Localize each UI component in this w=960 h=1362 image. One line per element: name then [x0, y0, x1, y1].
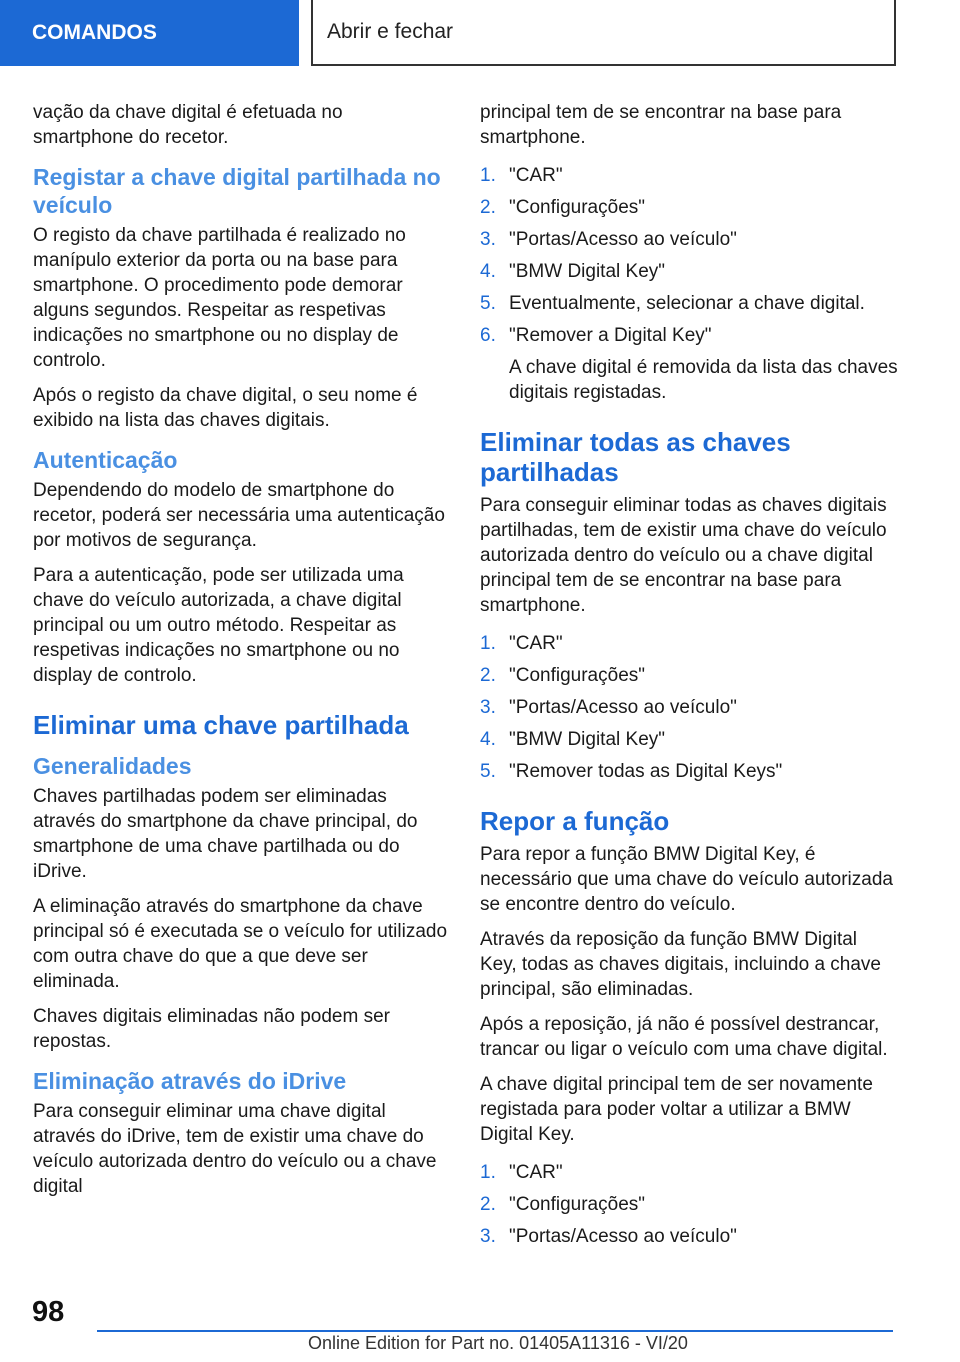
paragraph: principal tem de se encontrar na base para smartphone.: [480, 102, 842, 148]
edition-note: Online Edition for Part no. 01405A11316 - VI/20: [308, 1333, 688, 1353]
step-number: 2.: [480, 1194, 496, 1215]
list-item: [480, 663, 898, 688]
step-list-remove: [480, 163, 898, 405]
page-number: 98: [32, 1296, 65, 1328]
list-item: [480, 1192, 898, 1217]
paragraph: Dependendo do modelo de smartphone do recetor, poderá ser necessária uma autenticação por motivos de segurança.: [33, 480, 445, 551]
step-text: "CAR": [509, 633, 563, 654]
list-item: [480, 259, 898, 284]
paragraph: A eliminação através do smartphone da chave principal só é executada se o veículo for utilizado com outra chave do que a que deve ser eliminada.: [33, 896, 448, 992]
heading-generalidades: Generalidades: [33, 753, 192, 779]
step-number: 5.: [480, 293, 496, 314]
list-item: [480, 163, 898, 188]
list-item: [480, 631, 898, 656]
list-item: [480, 1224, 898, 1249]
step-text: "Configurações": [509, 197, 646, 218]
footer-divider: [97, 1330, 893, 1332]
right-column: [480, 100, 898, 1259]
step-number: 2.: [480, 665, 496, 686]
topic-tab: Abrir e fechar: [311, 0, 896, 66]
list-item: [480, 323, 898, 405]
step-number: 1.: [480, 1162, 496, 1183]
paragraph: Através da reposição da função BMW Digital Key, todas as chaves digitais, incluindo a chave principal, são eliminadas.: [480, 929, 881, 1000]
heading-eliminar-todas: Eliminar todas as chaves partilhadas: [480, 427, 791, 487]
paragraph: A chave digital principal tem de ser novamente registada para poder voltar a utilizar a BMW Digital Key.: [480, 1074, 873, 1145]
paragraph: Chaves partilhadas podem ser eliminadas através do smartphone da chave principal, do smartphone de uma chave partilhada ou do iDrive.: [33, 786, 418, 882]
step-number: 3.: [480, 697, 496, 718]
page-header: [0, 0, 960, 66]
step-result: A chave digital é removida da lista das chaves digitais registadas.: [509, 357, 898, 403]
heading-autenticacao: Autenticação: [33, 447, 178, 473]
heading-idrive: Eliminação através do iDrive: [33, 1068, 347, 1094]
step-list-remove-all: [480, 631, 898, 784]
step-text: "CAR": [509, 165, 563, 186]
list-item: [480, 727, 898, 752]
paragraph: Para repor a função BMW Digital Key, é necessário que uma chave do veículo autorizada se encontre dentro do veículo.: [480, 844, 893, 915]
paragraph: Após o registo da chave digital, o seu nome é exibido na lista das chaves digitais.: [33, 385, 418, 431]
list-item: [480, 695, 898, 720]
step-number: 3.: [480, 1226, 496, 1247]
section-tab: COMANDOS: [0, 0, 299, 66]
heading-registar: Registar a chave digital partilhada no veículo: [33, 164, 441, 218]
list-item: [480, 291, 898, 316]
paragraph: Para conseguir eliminar uma chave digital através do iDrive, tem de existir uma chave do veículo autorizada dentro do veículo ou a chave digital: [33, 1101, 437, 1197]
step-text: "Portas/Acesso ao veículo": [509, 229, 737, 250]
step-text: "CAR": [509, 1162, 563, 1183]
left-column: [33, 100, 448, 1209]
step-number: 3.: [480, 229, 496, 250]
heading-repor: Repor a função: [480, 806, 670, 836]
list-item: [480, 227, 898, 252]
step-list-reset: [480, 1160, 898, 1249]
list-item: [480, 195, 898, 220]
heading-eliminar-uma: Eliminar uma chave partilhada: [33, 710, 409, 740]
paragraph: vação da chave digital é efetuada no smartphone do recetor.: [33, 102, 343, 148]
step-number: 6.: [480, 325, 496, 346]
step-number: 4.: [480, 729, 496, 750]
step-number: 1.: [480, 633, 496, 654]
list-item: [480, 759, 898, 784]
list-item: [480, 1160, 898, 1185]
step-text: "Portas/Acesso ao veículo": [509, 697, 737, 718]
paragraph: Após a reposição, já não é possível destrancar, trancar ou ligar o veículo com uma chave digital.: [480, 1014, 888, 1060]
step-text: "BMW Digital Key": [509, 261, 666, 282]
step-number: 5.: [480, 761, 496, 782]
step-text: "Portas/Acesso ao veículo": [509, 1226, 737, 1247]
step-number: 4.: [480, 261, 496, 282]
step-text: "Configurações": [509, 1194, 646, 1215]
paragraph: Para a autenticação, pode ser utilizada uma chave do veículo autorizada, a chave digital principal ou um outro método. Respeitar as respetivas indicações no smartphone ou no display de controlo.: [33, 565, 404, 686]
step-text: "Configurações": [509, 665, 646, 686]
step-text: Eventualmente, selecionar a chave digital.: [509, 293, 865, 314]
step-text: "Remover todas as Digital Keys": [509, 761, 783, 782]
paragraph: O registo da chave partilhada é realizado no manípulo exterior da porta ou na base para smartphone. O procedimento pode demorar alguns segundos. Respeitar as respetivas indicações no smartphone ou no display de controlo.: [33, 225, 406, 371]
step-number: 2.: [480, 197, 496, 218]
step-text: "BMW Digital Key": [509, 729, 666, 750]
step-text: "Remover a Digital Key": [509, 325, 712, 346]
step-number: 1.: [480, 165, 496, 186]
paragraph: Chaves digitais eliminadas não podem ser repostas.: [33, 1006, 390, 1052]
paragraph: Para conseguir eliminar todas as chaves digitais partilhadas, tem de existir uma chave do veículo autorizada dentro do veículo ou a chave digital principal tem de se encontrar na base para smartphone.: [480, 495, 887, 616]
